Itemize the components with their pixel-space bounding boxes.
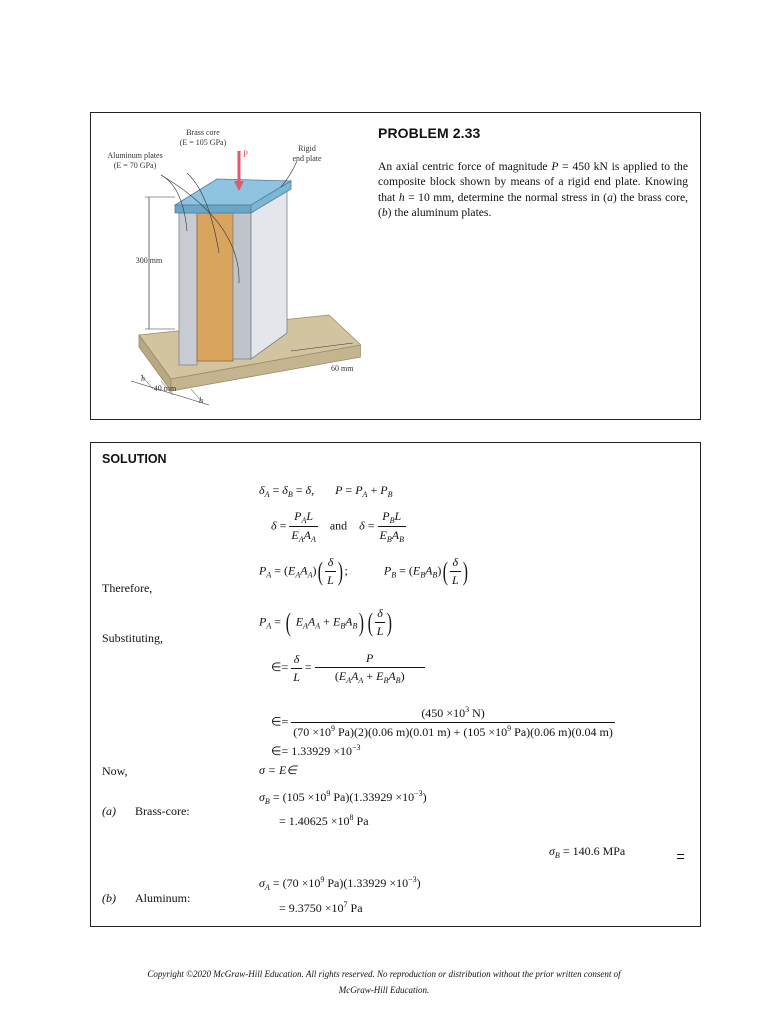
rigid-label: Rigid <box>298 144 316 153</box>
sigma-a-line2: = $9.3750 \times 10^7$ Pa <box>279 900 363 915</box>
part-a-label: (a) <box>102 804 116 818</box>
now-label: Now, <box>102 764 128 778</box>
answer-mark <box>677 854 684 859</box>
problem-box <box>90 112 701 420</box>
footer-line-2: McGraw-Hill Education. <box>338 985 430 995</box>
footer-line-1: Copyright ©2020 McGraw-Hill Education. All rights reserved. No reproduction or distribution without the prior written consent of <box>147 969 621 979</box>
force-label: P <box>243 149 249 159</box>
substituting-label: Substituting, <box>102 631 164 645</box>
end-plate-label: end plate <box>292 154 322 163</box>
sigma-b-line2: = $1.40625 \times 10^8$ Pa <box>279 813 369 828</box>
equation-strain-symbolic: ∈= $\frac{\delta}{L}$ = $\frac{P}{(E_AA_A + E_BA_B)}$ <box>271 651 425 685</box>
therefore-label: Therefore, <box>102 581 153 595</box>
depth-label: 60 mm <box>331 364 354 373</box>
brass-core <box>197 213 233 361</box>
solution-title: SOLUTION <box>102 452 167 466</box>
problem-title: PROBLEM 2.33 <box>378 125 481 141</box>
sigma-b-line1: $\sigma_B = (105 \times 10^9$ $Pa)(1.33929 \times 10^{-3})$ <box>259 789 427 806</box>
equation-strain-numeric: ∈= ($450 \times 10^3$ N) ($70 \times 10^9$ Pa)(2)(0.06 m)(0.01 $m) + (105 \times 10^9$ Pa)(0.06 m)(0.04 m) <box>271 705 613 739</box>
brass-core-label: Brass-core: <box>135 804 190 818</box>
aluminum-modulus: (E = 70 GPa) <box>113 161 157 170</box>
aluminum-plate-right <box>233 213 251 359</box>
rigid-end-plate-front <box>175 205 251 213</box>
height-label: 300 mm <box>135 256 163 265</box>
block-side-face <box>251 189 287 359</box>
strain-result: ∈= $1.33929 \times 10^{-3}$ <box>271 743 361 758</box>
brass-core-modulus: (E = 105 GPa) <box>179 138 227 147</box>
aluminum-label: Aluminum: <box>135 891 191 905</box>
equation-deformation: δ = $\frac{P_AL}{E_AA_A}$ and δ = $\frac{P_BL}{E_BA_B}$ <box>271 509 404 544</box>
h-label-2: h <box>199 396 203 405</box>
equation-compatibility: $\delta_A = \delta_B = \delta$, $P = P_A + P_B$ <box>259 483 393 499</box>
width-label: 40 mm <box>153 384 177 393</box>
composite-block-figure <box>91 113 361 419</box>
aluminum-plate-left <box>179 213 197 365</box>
solution-box <box>90 442 701 927</box>
hookes-law: σ = E∈ <box>259 763 297 777</box>
brass-core-label: Brass core <box>186 128 220 137</box>
equation-forces: $P_A = (E_AA_A)$( $\frac{\delta}{L}$ ) ; $P_B = (E_BA_B)$( $\frac{\delta}{L}$ ) <box>259 555 468 587</box>
problem-statement: An axial centric force of magnitude P = 450 kN is applied to the composite block shown by means of a rigid end plate. Knowing that h = 10 mm, determine the normal stress in (a) the brass core, (b) the aluminum plates. <box>378 160 688 220</box>
h-label-1: h <box>141 374 145 383</box>
equation-total-force: $P_A$ = ( $E_AA_A + E_BA_B$) ( $\frac{\delta}{L}$ ) <box>259 606 393 638</box>
aluminum-label: Aluminum plates <box>107 151 163 160</box>
sigma-a-line1: $\sigma_A = (70 \times 10^9$ $Pa)(1.33929 \times 10^{-3})$ <box>259 875 421 892</box>
part-b-label: (b) <box>102 891 116 905</box>
and-label: and <box>329 518 348 533</box>
sigma-b-answer: $\sigma_B = 140.6$ MPa <box>549 844 626 860</box>
copyright-footer <box>100 966 668 998</box>
